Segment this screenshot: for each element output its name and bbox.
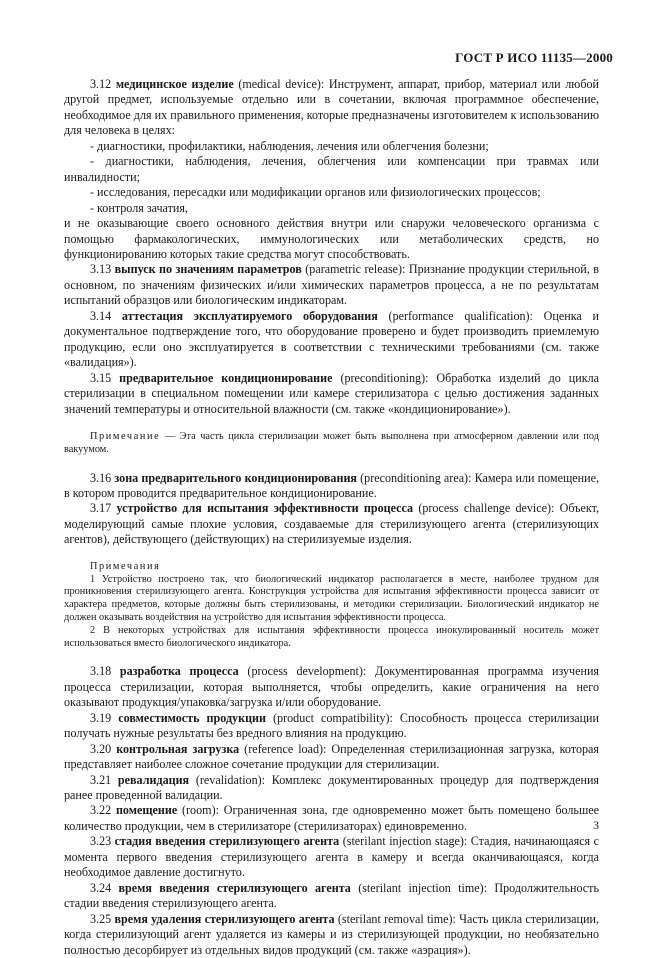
- definition-3-15: [64, 371, 599, 417]
- definition-text: (performance qualification): Оценка и документальное подтверждение того, что оборудование проверено и будет производить приемлемую продукцию, если оно эксплуатируется в соответствии с техническими требованиями (см. также «валидация»).: [64, 308, 599, 370]
- definition-continuation: и не оказывающие своего основного действия внутри или снаружи человеческого организма с помощью фармакологических, иммунологических или метаболических средств, но функционированию которых такие средства могут способствовать.: [64, 216, 599, 261]
- definition-text: (sterilant injection stage): Стадия, начинающаяся с момента первого введения стерилизующего агента в камеру и всегда оканчивающаяся, когда необходимое давление достигнуто.: [64, 834, 599, 880]
- term: контрольная загрузка: [116, 741, 240, 756]
- page-number: 3: [593, 818, 599, 832]
- term: аттестация эксплуатируемого оборудования: [121, 308, 378, 323]
- clause-number: 3.12: [90, 77, 112, 91]
- clause-number: 3.23: [90, 834, 112, 849]
- definition-text: (parametric release): Признание продукции стерильной, в основном, по значениям физических и/или химических параметров процесса, а не по результатам испытаний образцов или биологическим индикаторам.: [64, 262, 599, 308]
- definition-text: (reference load): Определенная стерилизационная загрузка, которая представляет наиболее сложное сочетание продукции для стерилизации.: [64, 741, 599, 772]
- definition-3-23: [64, 834, 599, 880]
- term: устройство для испытания эффективности процесса: [116, 501, 414, 516]
- definition-text: (process development): Документированная программа изучения процесса стерилизации, которая выполняется, чтобы определить, какие ограничения на него оказывают продукция/упаковка/загрузка и/или оборудование.: [64, 664, 599, 710]
- term: предварительное кондиционирование: [119, 370, 333, 385]
- definition-text: (product compatibility): Способность процесса стерилизации получать нужные результаты без вредного влияния на продукцию.: [64, 710, 600, 741]
- definition-text: (preconditioning): Обработка изделий до цикла стерилизации в специальном помещении или камере стерилизатора с целью достижения заданных значений температуры и относительной влажности (см. также «кондиционирование»).: [64, 370, 599, 416]
- definition-3-14: [64, 309, 599, 371]
- definition-text: (sterilant injection time): Продолжительность стадии введения стерилизующего агента.: [64, 880, 599, 911]
- definition-3-17: [64, 501, 599, 547]
- notes-heading: [64, 561, 599, 574]
- document-body: [64, 77, 599, 958]
- note-text: — Эта часть цикла стерилизации может быть выполнена при атмосферном давлении или под вакуумом.: [64, 430, 599, 455]
- list-item: - диагностики, профилактики, наблюдения, лечения или облегчения болезни;: [90, 138, 489, 153]
- definition-3-13: [64, 262, 599, 308]
- notes-label: Примечания: [90, 560, 161, 572]
- definition-3-19: [64, 711, 599, 742]
- clause-number: 3.15: [90, 370, 112, 385]
- definition-3-21: [64, 773, 599, 804]
- clause-number: 3.21: [90, 772, 112, 787]
- clause-number: 3.13: [90, 262, 112, 277]
- definition-3-25: [64, 912, 599, 958]
- term: помещение: [115, 803, 178, 818]
- definition-text: (room): Ограниченная зона, где одновременно может быть помещено большее количество продукции, чем в стерилизаторе (стерилизаторах) единовременно.: [64, 803, 599, 833]
- clause-number: 3.16: [90, 470, 112, 485]
- note: [64, 431, 599, 457]
- clause-number: 3.17: [90, 501, 112, 516]
- term: время введения стерилизующего агента: [118, 880, 351, 895]
- clause-number: 3.20: [90, 741, 112, 756]
- clause-number: 3.19: [90, 710, 112, 725]
- definition-text: (process challenge device): Объект, моделирующий самые плохие условия, создаваемые для стерилизующего агента (стерилизующих агентов), действующего (действующих) на стерилизуемые изделия.: [64, 501, 599, 547]
- definition-3-20: [64, 742, 599, 773]
- definition-text: (sterilant removal time): Часть цикла стерилизации, когда стерилизующий агент удаляется из камеры и из стерилизующей продукции, но необязательно полностью десорбирует из отдельных видов продукций (см. также «аэрация»).: [64, 911, 599, 957]
- definition-text: (medical device): Инструмент, аппарат, прибор, материал или любой другой предмет, используемые отдельно или в сочетании, включая программное обеспечение, необходимое для их правильного применения, которые предназначены изготовителем к использованию для человека в целях:: [64, 77, 599, 138]
- clause-number: 3.25: [90, 911, 112, 926]
- note-item: 1 Устройство построено так, что биологический индикатор располагается в месте, наиболее трудном для проникновения стерилизующего агента. Конструкция устройства для испытания эффективности процесса зависит от характера предметов, которые должны быть стерилизованы, и методики стерилизации. Биологический индикатор не должен оказывать воздействия на устройство для испытания эффективности процесса.: [64, 573, 599, 624]
- term: стадия введения стерилизующего агента: [114, 834, 340, 849]
- definition-3-24: [64, 881, 599, 912]
- definition-text: (revalidation): Комплекс документированных процедур для подтверждения ранее проведенной валидации.: [64, 772, 599, 803]
- term: выпуск по значениям параметров: [114, 262, 302, 277]
- definition-3-22: [64, 803, 599, 834]
- term: совместимость продукции: [118, 710, 266, 725]
- note-item: 2 В некоторых устройствах для испытания эффективности процесса инокулированный носитель может использоваться вместо биологического индикатора.: [64, 624, 599, 649]
- term: зона предварительного кондиционирования: [114, 470, 357, 485]
- clause-number: 3.18: [90, 664, 112, 679]
- page-header: ГОСТ Р ИСО 11135—2000: [455, 50, 613, 65]
- definition-text: (preconditioning area): Камера или помещение, в котором проводится предварительное кондиционирование.: [64, 470, 599, 501]
- definition-3-12: [64, 77, 599, 139]
- clause-number: 3.22: [90, 803, 112, 818]
- definition-3-18: [64, 664, 599, 710]
- list-item: - исследования, пересадки или модификации органов или физиологических процессов;: [90, 185, 541, 200]
- clause-number: 3.14: [90, 308, 112, 323]
- definition-3-16: [64, 471, 599, 502]
- term: время удаления стерилизующего агента: [114, 911, 335, 926]
- list-item: - диагностики, наблюдения, лечения, облегчения или компенсации при травмах или инвалидности;: [64, 154, 599, 184]
- term: медицинское изделие: [115, 77, 234, 91]
- term: ревалидация: [117, 772, 190, 787]
- list-item: - контроля зачатия,: [90, 200, 188, 215]
- clause-number: 3.24: [90, 880, 112, 895]
- note-label: Примечание: [90, 430, 161, 442]
- term: разработка процесса: [119, 664, 239, 679]
